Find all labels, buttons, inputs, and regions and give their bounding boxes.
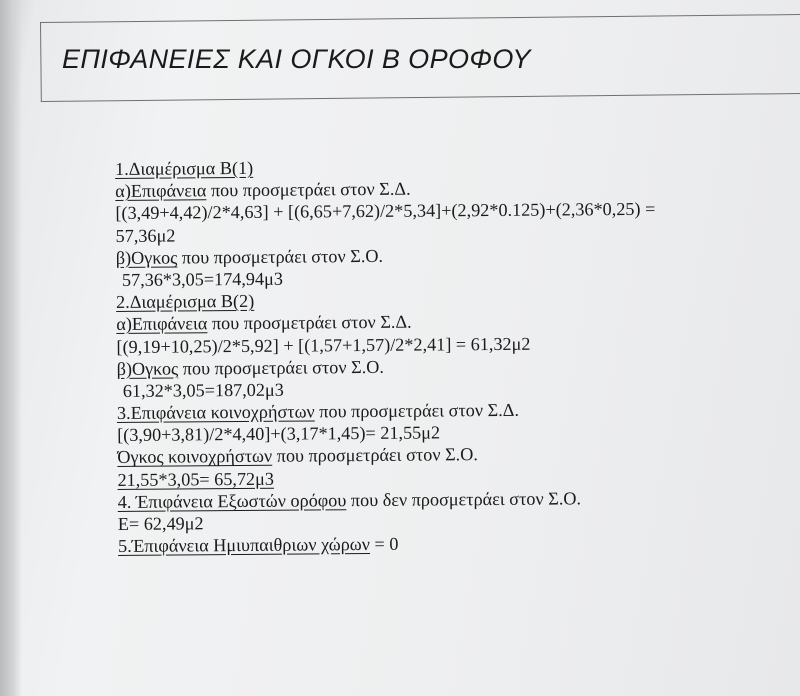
section-2-heading: 2.Διαμέρισμα Β(2) xyxy=(116,291,255,313)
section-2-volume-caption: β)Ογκος που προσμετράει στον Σ.Ο. xyxy=(116,356,384,379)
section-1-area-result: 57,36μ2 xyxy=(115,225,176,246)
section-3-volume-formula: 21,55*3,05= 65,72μ3 xyxy=(117,468,275,490)
section-4-heading: 4. Έπιφάνεια Εξωστών ορόφου που δεν προσμετράει στον Σ.Ο. xyxy=(117,488,582,512)
section-2-volume-formula: 61,32*3,05=187,02μ3 xyxy=(122,379,284,401)
document-body xyxy=(115,153,800,558)
section-2-area-caption: α)Επιφάνεια που προσμετράει στον Σ.Δ. xyxy=(116,311,412,335)
section-3-volume-caption: Όγκος κοινοχρήστων που προσμετράει στον Σ.Ο. xyxy=(117,444,478,468)
section-4-value: Ε= 62,49μ2 xyxy=(117,513,204,534)
section-1-volume-caption: β)Ογκος που προσμετράει στον Σ.Ο. xyxy=(115,245,384,268)
page-edge-shadow xyxy=(0,0,22,696)
volume-label: β)Ογκος xyxy=(116,358,179,379)
volume-label: Όγκος κοινοχρήστων xyxy=(117,446,273,468)
area-label: α)Επιφάνεια xyxy=(115,180,207,202)
section-2-area-formula: [(9,19+10,25)/2*5,92] + [(1,57+1,57)/2*2,41] = 61,32μ2 xyxy=(116,333,531,357)
section-5-heading: 5.Έπιφάνεια Ημιυπαιθριων χώρων = 0 xyxy=(117,533,399,557)
section-3-heading: 3.Επιφάνεια κοινοχρήστων που προσμετράει στον Σ.Δ. xyxy=(116,399,520,424)
section-1-area-formula: [(3,49+4,42)/2*4,63] + [(6,65+7,62)/2*5,34]+(2,92*0.125)+(2,36*0,25) = xyxy=(115,199,656,224)
section-3-area-formula: [(3,90+3,81)/2*4,40]+(3,17*1,45)= 21,55μ2 xyxy=(117,422,441,446)
area-label: α)Επιφάνεια xyxy=(116,313,208,335)
section-1-heading: 1.Διαμέρισμα Β(1) xyxy=(115,157,254,179)
page-title: ΕΠΙΦΑΝΕΙΕΣ ΚΑΙ ΟΓΚΟΙ Β ΟΡΟΦΟΥ xyxy=(62,44,531,74)
section-1-area-caption: α)Επιφάνεια που προσμετράει στον Σ.Δ. xyxy=(115,178,411,202)
section-1-volume-formula: 57,36*3,05=174,94μ3 xyxy=(121,268,283,290)
volume-label: β)Ογκος xyxy=(115,247,178,268)
